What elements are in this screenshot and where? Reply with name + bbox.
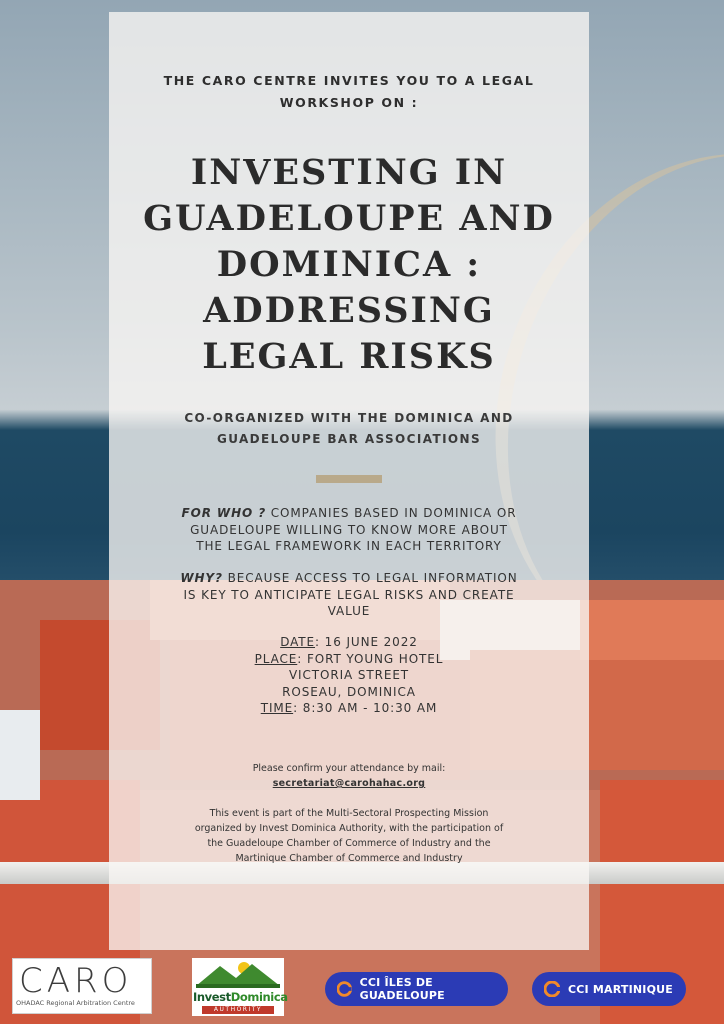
event-note-line: organized by Invest Dominica Authority, with the participation of [194,823,504,834]
section-divider [316,475,382,483]
mountain-icon [192,958,284,990]
event-note [109,806,589,866]
event-note-line: This event is part of the Multi-Sectoral Prospecting Mission [209,808,489,819]
why-text: IS KEY TO ANTICIPATE LEGAL RISKS AND CREATE [183,587,515,602]
why-label: WHY? [180,571,223,585]
date-label: DATE [280,635,316,649]
for-who-paragraph [109,505,589,555]
cci-logo-icon [544,981,560,997]
place-value: : FORT YOUNG HOTEL [297,651,444,666]
caro-logo [12,958,152,1014]
for-who-text: COMPANIES BASED IN DOMINICA OR [266,506,517,520]
invest-dominica-wordmark [193,990,288,1004]
cci-logo-icon [337,981,352,997]
time-value: : 8:30 AM - 10:30 AM [293,701,438,715]
invitation-heading [109,70,589,114]
title-line: LEGAL RISKS [202,336,496,377]
rsvp-text: Please confirm your attendance by mail: [252,763,446,774]
title-line: GUADELOUPE AND [143,198,555,239]
caro-logo-word: CARO [19,961,133,1001]
for-who-label: FOR WHO ? [181,506,267,520]
authority-bar: AUTHORITY [202,1006,274,1014]
place-label: PLACE [254,651,298,666]
event-note-line: the Guadeloupe Chamber of Commerce of Industry and the [207,838,491,849]
event-details [109,634,589,717]
coorganizers [109,408,589,450]
place-address-line: ROSEAU, DOMINICA [282,684,416,699]
title-line: DOMINICA : [216,244,482,285]
why-paragraph [109,570,589,620]
cci-martinique-badge [532,972,686,1006]
dominica-word: Dominica [230,990,288,1004]
invite-line: WORKSHOP ON : [279,95,419,110]
invite-line: THE CARO CENTRE INVITES YOU TO A LEGAL [163,73,535,88]
title-line: INVESTING IN [190,152,508,193]
cci-guadeloupe-label: CCI ÎLES DE GUADELOUPE [359,976,445,1002]
why-text: VALUE [327,604,371,618]
invest-dominica-logo [192,958,288,1016]
rsvp-section [109,761,589,791]
workshop-title [109,150,589,380]
for-who-text: THE LEGAL FRAMEWORK IN EACH TERRITORY [196,539,502,553]
cci-martinique-label: CCI MARTINIQUE [568,982,673,996]
time-label: TIME [260,701,294,715]
event-note-line: Martinique Chamber of Commerce and Industry [235,853,463,864]
why-text: BECAUSE ACCESS TO LEGAL INFORMATION [222,571,518,585]
rsvp-email-link[interactable]: secretariat@carohahac.org [272,778,426,789]
caro-logo-subtitle: OHADAC Regional Arbitration Centre [16,999,135,1007]
coorg-line: CO-ORGANIZED WITH THE DOMINICA AND [184,411,514,425]
cci-guadeloupe-badge [325,972,508,1006]
invest-word: Invest [193,990,231,1004]
for-who-text: GUADELOUPE WILLING TO KNOW MORE ABOUT [190,522,508,537]
place-address-line: VICTORIA STREET [288,668,410,682]
date-value: : 16 JUNE 2022 [315,635,418,649]
title-line: ADDRESSING [203,290,495,331]
coorg-line: GUADELOUPE BAR ASSOCIATIONS [216,432,482,446]
